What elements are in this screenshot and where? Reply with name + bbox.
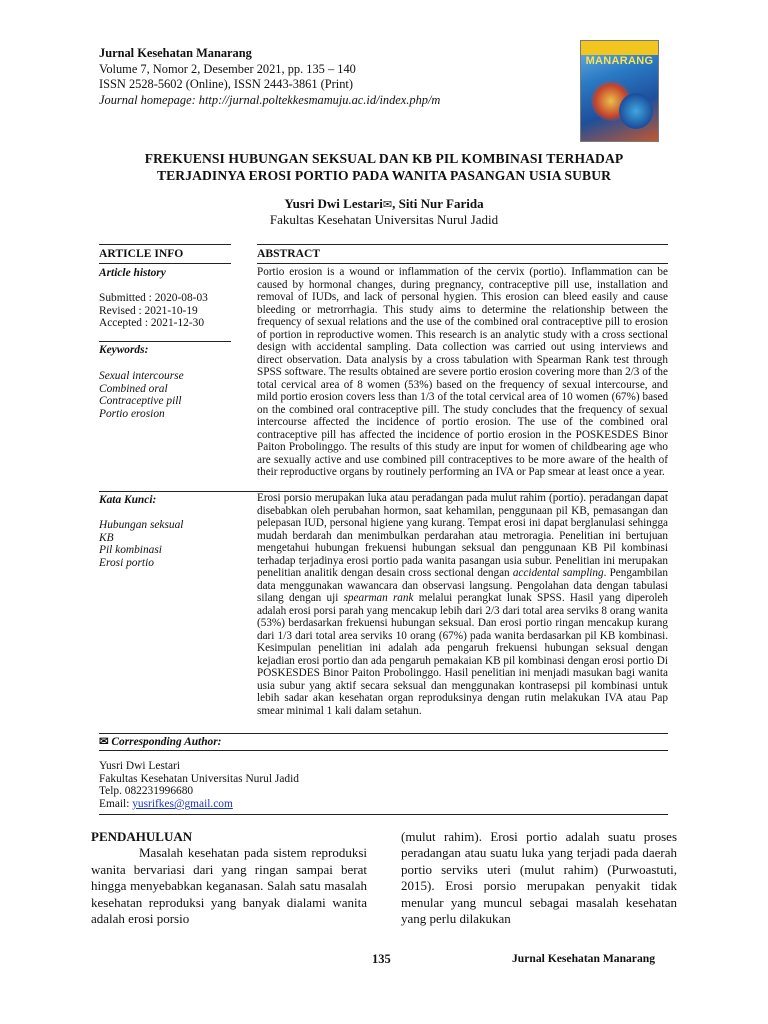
journal-homepage[interactable]: Journal homepage: http://jurnal.poltekkesmamuju.ac.id/index.php/m (99, 92, 441, 107)
envelope-icon: ✉ (99, 736, 109, 748)
author-list (95, 196, 673, 213)
keyword: Contraceptive pill (99, 395, 182, 408)
body-paragraph: Masalah kesehatan pada sistem reproduksi wanita bervariasi dari yang ringan sampai berat hingga menyebabkan keganasan. Salah satu masalah kesehatan reproduksi yang banyak dialami wanita adalah erosi porsio (91, 845, 367, 927)
email-label: Email: (99, 798, 133, 811)
footer-journal-name: Jurnal Kesehatan Manarang (512, 952, 655, 965)
journal-volume: Volume 7, Nomor 2, Desember 2021, pp. 135 – 140 (99, 61, 356, 76)
abstract-heading: ABSTRACT (257, 247, 321, 260)
article-history (99, 292, 231, 330)
keyword: Sexual intercourse (99, 370, 184, 382)
article-info-heading: ARTICLE INFO (99, 247, 184, 260)
author-affiliation: Fakultas Kesehatan Universitas Nurul Jadid (269, 212, 499, 227)
abstract-english: Portio erosion is a wound or inflammation of the cervix (portio). Inflammation can be caused by hormonal changes, during pregnancy, contraceptive pill use, installation and removal of IUDs, and lack of personal hygien. This erosion can bleed easily and cause bleeding or metrorrhagia. This study aims to determine the relationship between the frequency of sexual relations and the use of the combined oral contraceptive pill to erosion of portion in reproductive women. This research is an analytic study with a cross sectional design with accidental sampling. Data collection was carried out using interviews and direct observation. Data analysis by a cross tabulation with Spearman Rank test through SPSS software. The results obtained are severe portio erosion covering more than 2/3 of the total cervical area of 8 women (53%) based on the frequency of sexual intercourse, and mild portio erosion covers less than 1/3 of the total cervical area of 10 women (67%) based on the combined oral contraceptive pill. The study concludes that the frequency of sexual intercourse affected the incidence of portio erosion. The use of the combined oral contraceptive pill has affected the incidence of portio erosion in the POSKESDES Binor Paiton Probolinggo. The results of this study are input for women of childbearing age who are sexually active and use combined pill contraceptives to be more aware of the health of their reproductive organs by routinely performing an IVA or Pap smear at least once a year. (257, 266, 668, 478)
journal-header (99, 46, 569, 108)
abstract-indo-text: Erosi porsio merupakan luka atau peradangan pada mulut rahim (portio). peradangan dapat disebabkan oleh perubahan hormon, saat kehamilan, penggunaan pil KB, pemasangan dan pelepasan IUD, personal higiene yang kurang. Tempat erosi ini dapat berglanulasi sehingga mudah berdarah dan menimbulkan perdarahan atau metroragia. Penelitian ini bertujuan mengetahui hubungan frekuensi hubungan seksual dan penggunaan KB Pil kombinasi terhadap terjadinya erosi portio pada wanita pasangan usia subur. Penelitian ini merupakan penelitian analitik dengan desain cross sectional dengan (257, 492, 668, 579)
info-top-rule (99, 244, 231, 245)
page-number: 135 (372, 952, 391, 966)
corresponding-heading-rule (99, 750, 668, 751)
body-right-column (401, 829, 677, 927)
accepted-date: Accepted : 2021-12-30 (99, 317, 205, 330)
cover-title: MANARANG (585, 55, 654, 67)
corresponding-top-rule (99, 733, 668, 734)
journal-name: Jurnal Kesehatan Manarang (99, 46, 252, 60)
abstract-indonesian (257, 492, 668, 717)
abstract-indo-text: melalui perangkat lunak SPSS. Hasil yang diperoleh adalah erosi porsi parah yang mencakup lebih dari 2/3 dari total area serviks 8 orang wanita (53%) berdasarkan frekuensi hubungan seksual. Dan erosi portio ringan mencakup kurang dari 1/3 dari total area serviks 10 orang (67%) pada wanita berdasarkan pil KB kombinasi. Kesimpulan penelitian ini adalah ada pengaruh frekuensi hubungan seksual dengan kejadian erosi portio dan ada pengaruh pemakaian KB pil kombinasi dengan erosi portio Di POSKESDES Binor Paiton Probolinggo. Hasil penelitian ini menjadi masukan bagi wanita usia subur yang aktif secara seksual dan menggunakan kontrasepsi pil kombinasi untuk lebih sadar akan kesehatan organ reproduksinya dengan rutin melakukan IVA atau Pap smear minimal 1 kali dalam setahun. (257, 592, 668, 717)
title-line-1: FREKUENSI HUBUNGAN SEKSUAL DAN KB PIL KOMBINASI TERHADAP (144, 151, 624, 166)
corresponding-bottom-rule (99, 814, 668, 815)
email-link[interactable]: yusrifkes@gmail.com (132, 798, 233, 811)
submitted-date: Submitted : 2020-08-03 (99, 292, 208, 304)
keywords-list (99, 370, 231, 420)
section-heading: PENDAHULUAN (91, 829, 193, 844)
kata-kunci-item: KB (99, 531, 114, 544)
article-title (95, 150, 673, 184)
info-heading-rule (99, 263, 231, 264)
author-1: Yusri Dwi Lestari (284, 196, 383, 211)
abstract-indo-italic: spearman rank (343, 592, 414, 604)
abstract-indo-italic: accidental sampling (512, 567, 604, 579)
author-2: , Siti Nur Farida (392, 196, 484, 211)
corresponding-name: Yusri Dwi Lestari (99, 760, 180, 772)
abstract-heading-rule (257, 263, 668, 264)
keywords-label: Keywords: (99, 344, 149, 356)
revised-date: Revised : 2021-10-19 (99, 304, 198, 317)
article-history-label: Article history (99, 267, 166, 279)
kata-kunci-label: Kata Kunci: (99, 494, 157, 506)
corresponding-details (99, 760, 399, 811)
keywords-rule (99, 341, 231, 342)
title-line-2: TERJADINYA EROSI PORTIO PADA WANITA PASANGAN USIA SUBUR (156, 168, 612, 183)
abstract-indo-text: . Pengambilan data menggunakan wawancara dan observasi langsung. Pengolahan data dengan tabulasi silang dengan uji (257, 567, 668, 604)
kata-kunci-item: Pil kombinasi (99, 544, 162, 557)
corresponding-author-label (99, 736, 399, 749)
keyword: Combined oral (99, 382, 168, 395)
corresponding-label-text: Corresponding Author: (111, 736, 222, 748)
kata-kunci-list (99, 519, 231, 569)
corresponding-email-row (99, 798, 399, 811)
keyword: Portio erosion (99, 407, 165, 420)
body-paragraph: (mulut rahim). Erosi portio adalah suatu proses peradangan atau suatu luka yang terjadi pada daerah portio serviks uteri (mulut rahim) (Purwoastuti, 2015). Erosi porsio merupakan penyakit tidak menular yang muncul sebagai masalah kesehatan yang perlu dilakukan (401, 829, 677, 927)
corresponding-phone: Telp. 082231996680 (99, 785, 194, 798)
journal-cover-image (580, 40, 659, 142)
abstract-top-rule (257, 244, 668, 245)
journal-issn: ISSN 2528-5602 (Online), ISSN 2443-3861 (Print) (99, 77, 354, 92)
kata-kunci-item: Hubungan seksual (99, 519, 184, 531)
envelope-icon: ✉ (382, 199, 393, 211)
body-left-column (91, 829, 367, 927)
corresponding-affiliation: Fakultas Kesehatan Universitas Nurul Jadid (99, 772, 299, 785)
kata-kunci-item: Erosi portio (99, 556, 154, 569)
